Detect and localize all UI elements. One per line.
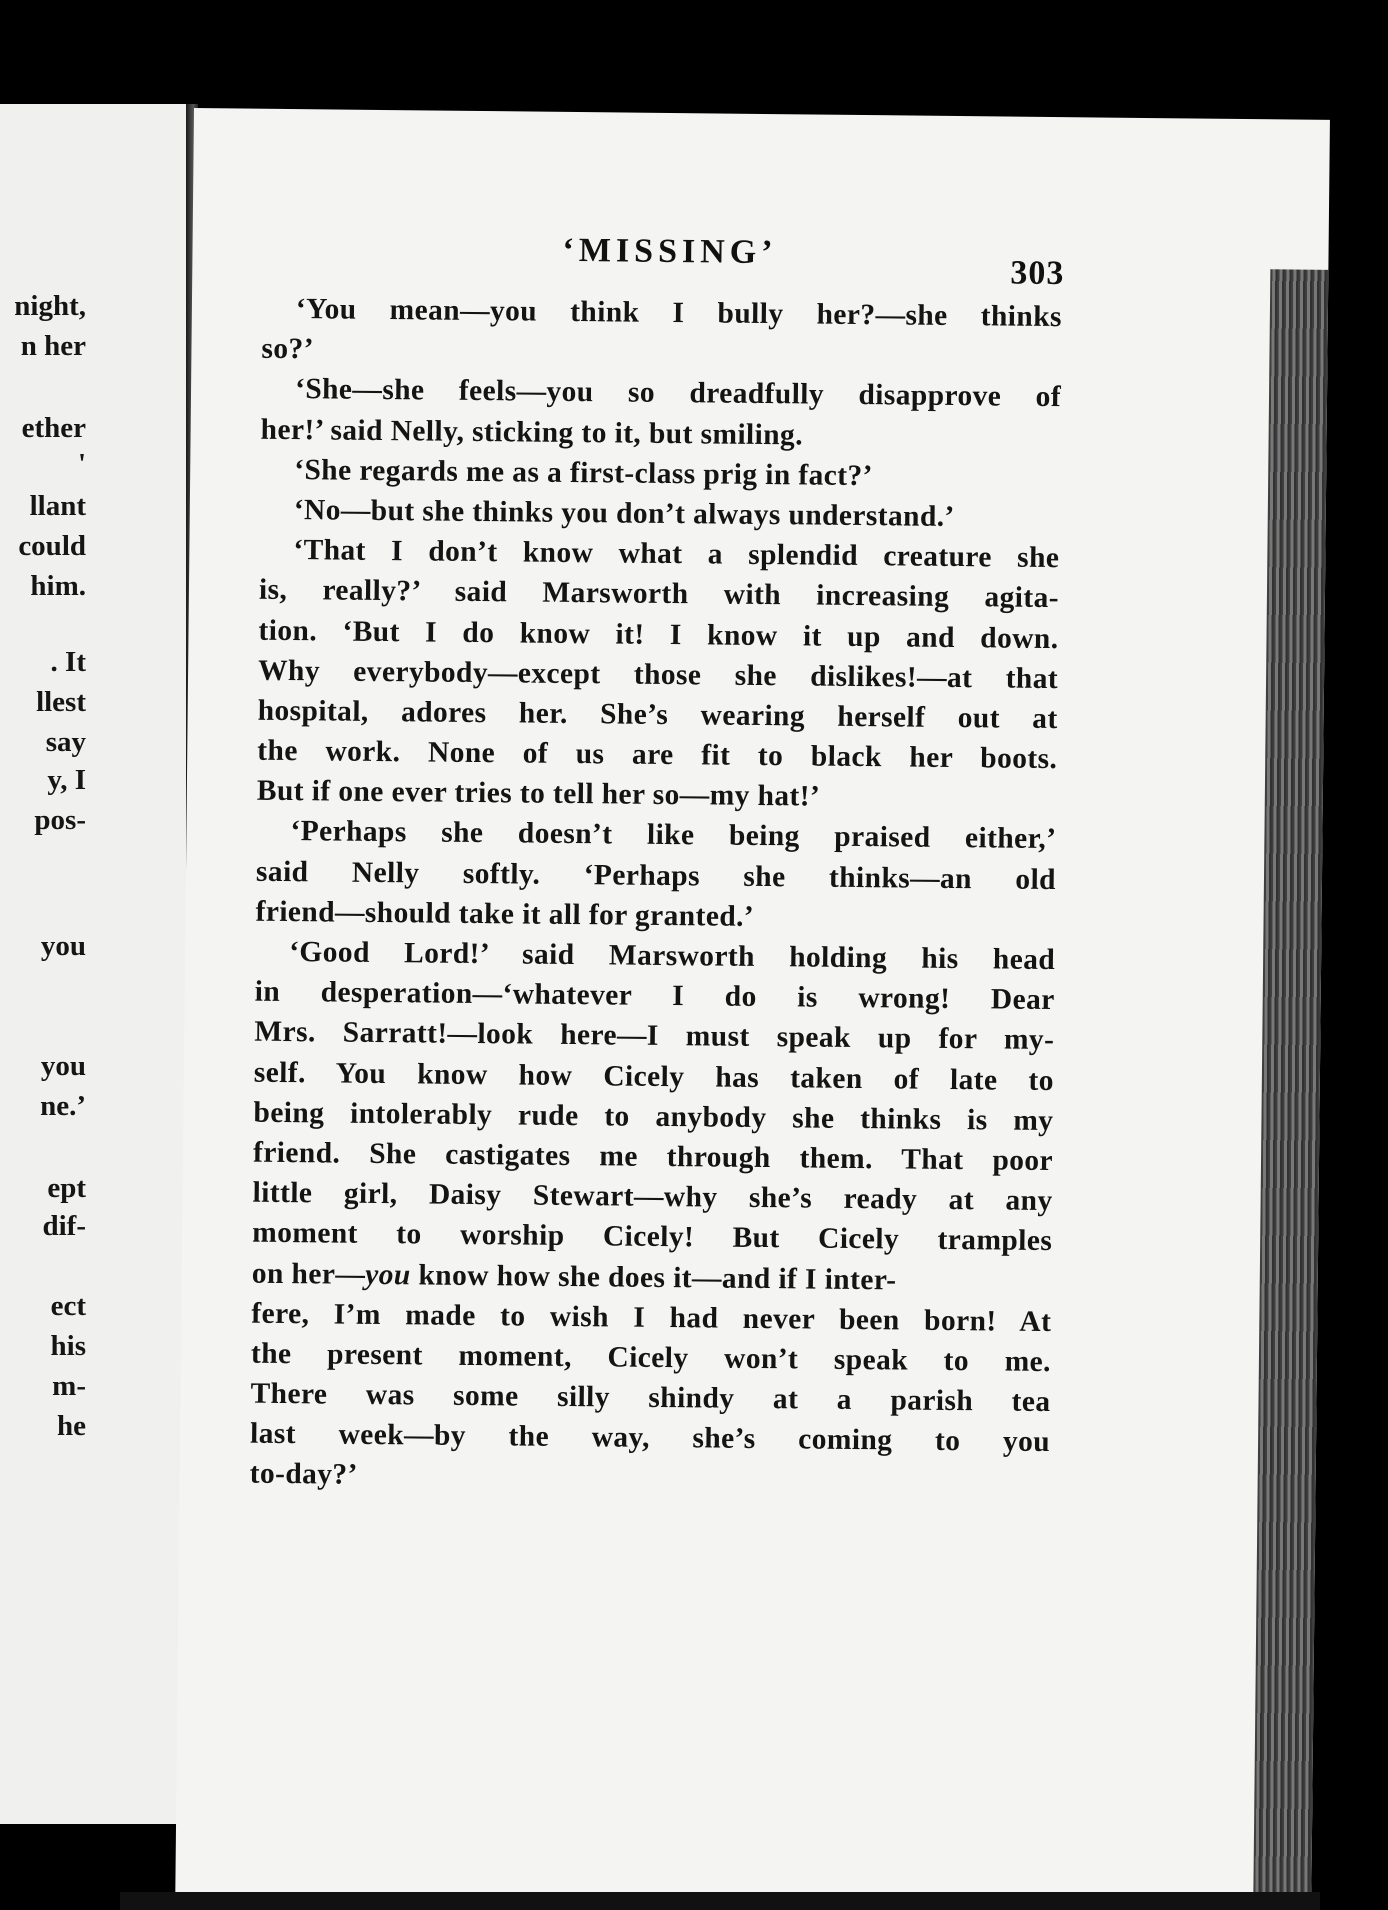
fragment-line: y, I: [47, 764, 86, 796]
fragment-line: ': [77, 448, 86, 480]
fragment-line: could: [18, 530, 86, 562]
fragment-line: ect: [50, 1290, 86, 1322]
text-line: There was some silly shindy at a parish tea: [250, 1377, 1051, 1419]
text-line: moment to worship Cicely! But Cicely tramples: [252, 1216, 1053, 1258]
text-line: the present moment, Cicely won’t speak to me.: [250, 1337, 1052, 1378]
text-run: know how she does it—and if I inter-: [410, 1258, 897, 1296]
page-edge-stack: [1253, 269, 1328, 1910]
text-line: ‘Perhaps she doesn’t like being praised either,’: [290, 815, 1057, 856]
text-line: ‘Good Lord!’ said Marsworth holding his head: [288, 936, 1056, 977]
page-number: 303: [1010, 254, 1065, 293]
fragment-line: you: [40, 1050, 86, 1082]
text-line: tion. ‘But I do know it! I know it up and down.: [258, 614, 1059, 655]
fragment-line: his: [50, 1330, 86, 1362]
fragment-line: ether: [21, 412, 86, 444]
text-line: ‘No—but she thinks you don’t always understand.’: [293, 494, 955, 533]
fragment-line: ne.’: [40, 1090, 86, 1122]
fragment-line: say: [45, 726, 86, 758]
text-line: little girl, Daisy Stewart—why she’s ready at any: [252, 1176, 1053, 1218]
emphasized-word: you: [365, 1258, 411, 1291]
fragment-line: him.: [30, 570, 86, 602]
text-line: Why everybody—except those she dislikes!—at that: [257, 654, 1059, 695]
text-line: last week—by the way, she’s coming to you: [249, 1417, 1051, 1459]
previous-page: [0, 104, 190, 1824]
text-line: her!’ said Nelly, sticking to it, but smiling.: [260, 413, 804, 451]
text-line: is, really?’ said Marsworth with increasing agita-: [258, 574, 1060, 615]
text-line: ‘That I don’t know what a splendid creature she: [293, 534, 1060, 575]
text-line: to-day?’: [249, 1458, 358, 1492]
text-line: in desperation—‘whatever I do is wrong! Dear: [254, 975, 1055, 1017]
text-line: self. You know how Cicely has taken of late to: [253, 1056, 1055, 1097]
fragment-line: pos-: [34, 804, 86, 836]
page-body-text: [249, 289, 1062, 1503]
text-line: ‘She regards me as a first-class prig in fact?’: [294, 453, 874, 492]
fragment-line: m-: [52, 1370, 86, 1402]
fragment-line: he: [57, 1410, 86, 1442]
text-line: friend. She castigates me through them. That poor: [252, 1136, 1054, 1177]
text-line: the work. None of us are fit to black her boots.: [257, 734, 1058, 776]
fragment-line: llest: [36, 686, 86, 718]
text-line: hospital, adores her. She’s wearing herself out at: [257, 694, 1058, 735]
text-line: friend—should take it all for granted.’: [255, 895, 755, 933]
text-line: But if one ever tries to tell her so—my hat!’: [256, 774, 821, 813]
text-line: said Nelly softly. ‘Perhaps she thinks—an old: [255, 855, 1057, 896]
fragment-line: ept: [47, 1172, 86, 1204]
text-line: Mrs. Sarratt!—look here—I must speak up for my-: [254, 1016, 1055, 1057]
fragment-line: llant: [29, 490, 86, 522]
text-run: on her—: [251, 1257, 366, 1291]
fragment-line: n her: [20, 330, 86, 362]
text-line: being intolerably rude to anybody she thinks is my: [253, 1096, 1054, 1137]
running-head: [193, 228, 1329, 293]
fragment-line: night,: [14, 290, 86, 322]
text-line: ‘She—she feels—you so dreadfully disapprove of: [294, 373, 1062, 414]
current-page: [175, 108, 1330, 1910]
text-line: ‘You mean—you think I bully her?—she thinks: [295, 293, 1063, 334]
bottom-shadow: [120, 1892, 1320, 1910]
running-title: ‘MISSING’: [562, 231, 778, 272]
text-line: fere, I’m made to wish I had never been born! At: [251, 1297, 1052, 1338]
fragment-line: . It: [50, 646, 86, 678]
fragment-line: you: [40, 930, 86, 962]
text-line: so?’: [261, 332, 315, 366]
fragment-line: dif-: [42, 1210, 86, 1242]
